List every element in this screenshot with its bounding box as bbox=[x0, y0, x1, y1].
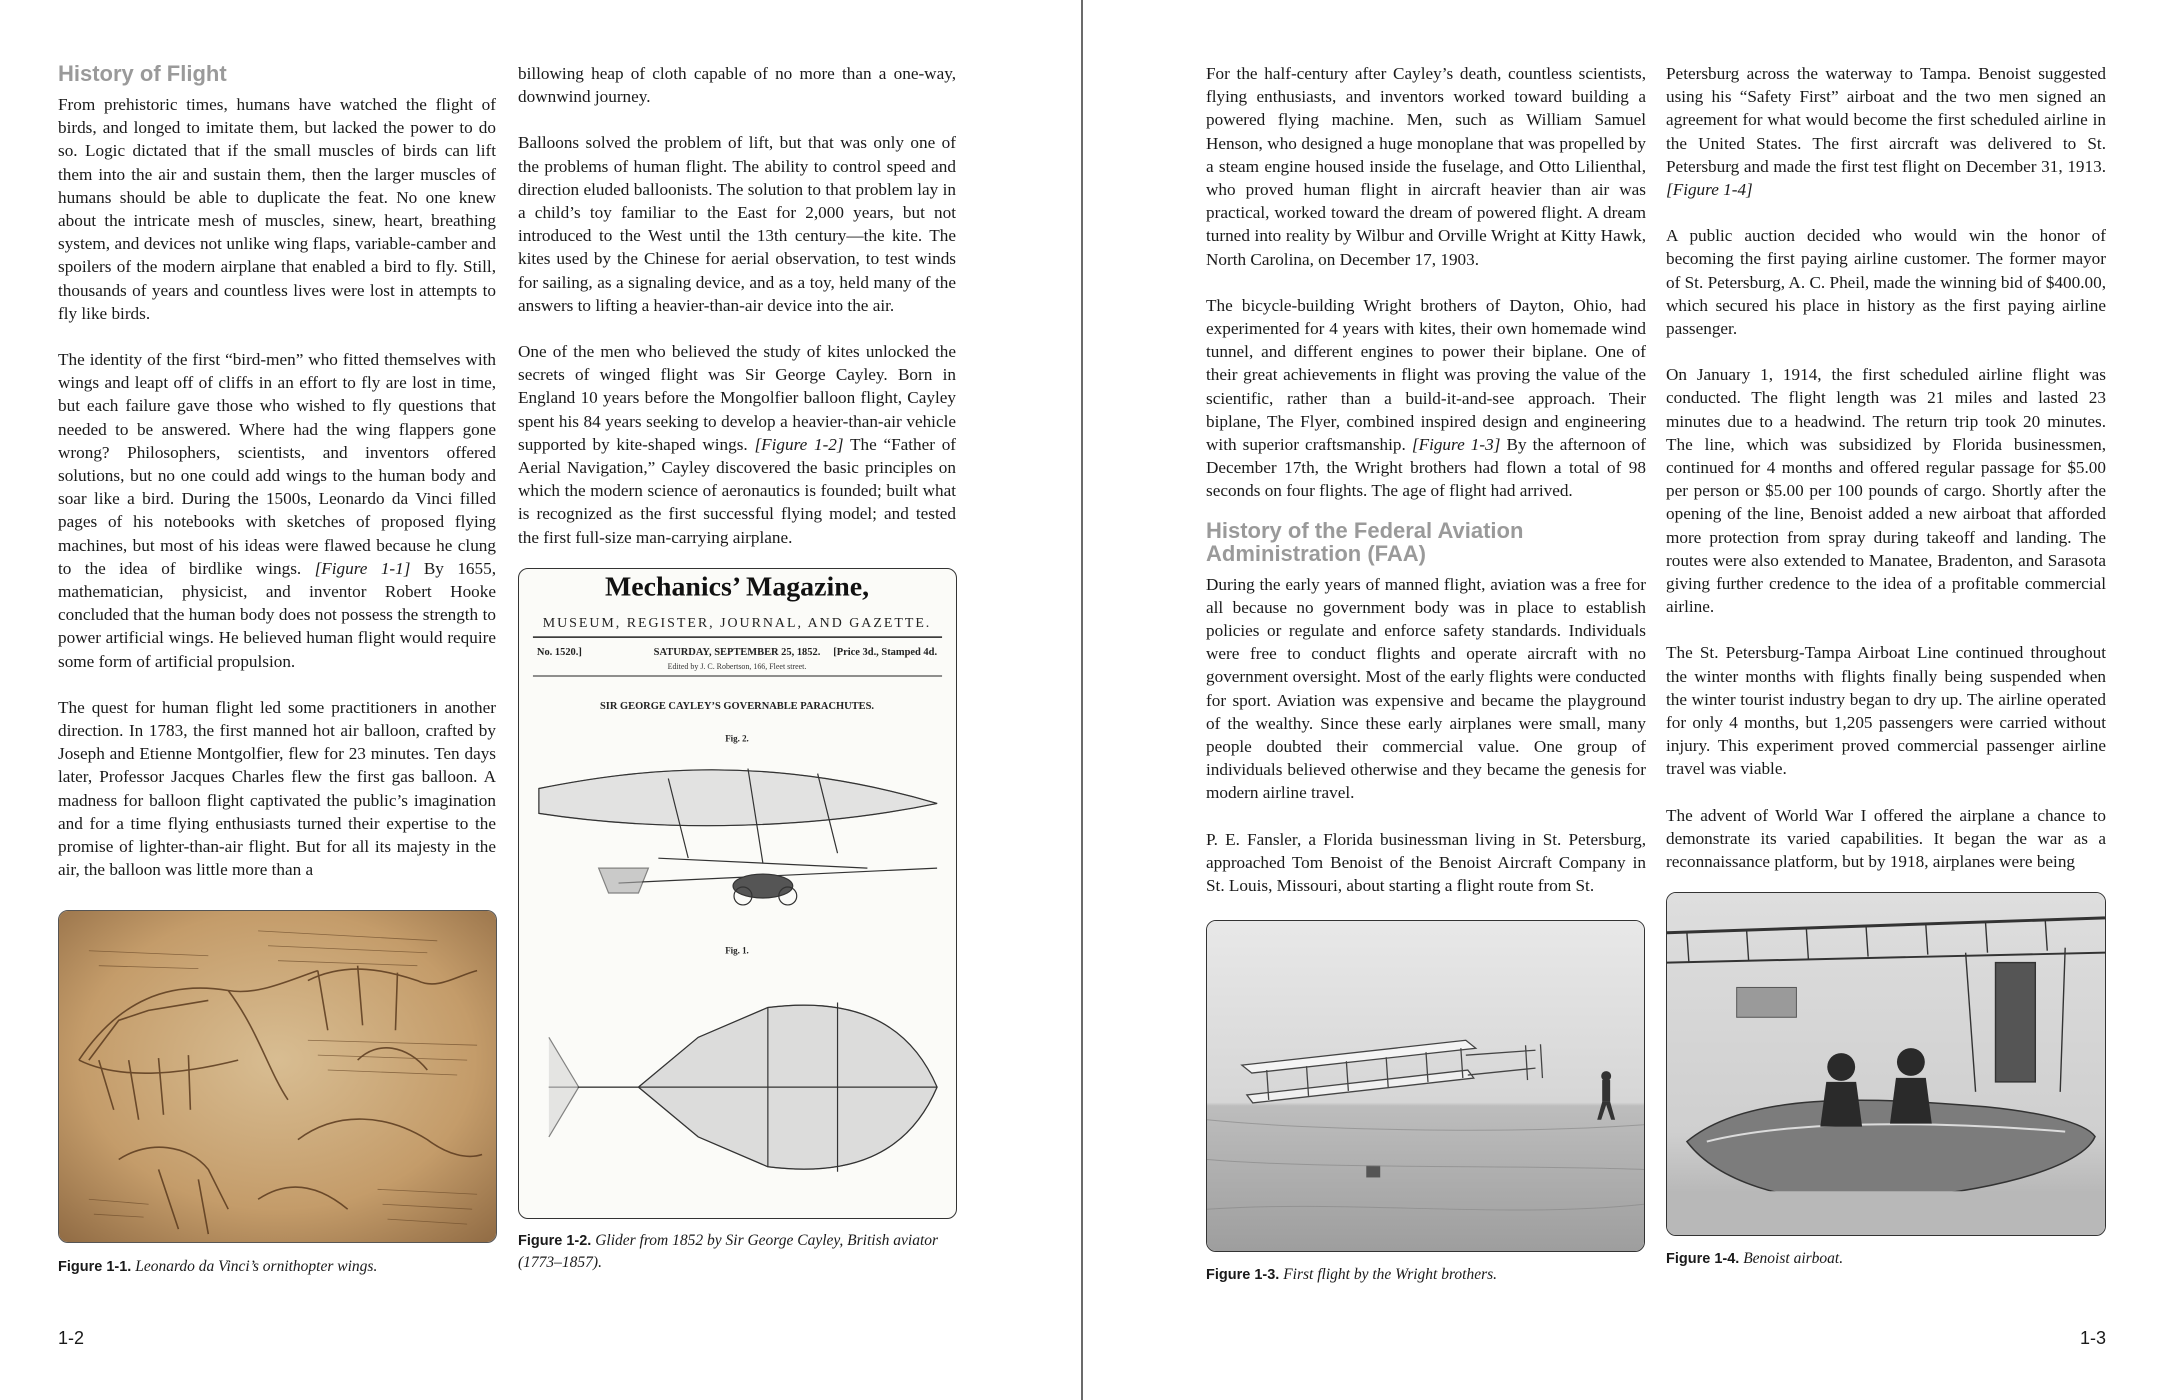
magazine-title: Mechanics’ Magazine, bbox=[604, 571, 870, 603]
left-page-column-1 bbox=[58, 62, 496, 905]
article-heading: SIR GEORGE CAYLEY’S GOVERNABLE PARACHUTES. bbox=[599, 700, 875, 712]
paragraph: One of the men who believed the study of kites unlocked the secrets of winged flight was Sir George Cayley. Born in England 10 years before the Mongolfier balloon flight, Cayley spent his 84 years seeking to develop a heavier-than-air vehicle supported by kite-shaped wings. [Figure 1-2] The “Father of Aerial Navigation,” Cayley discovered the basic principles on which the modern science of aeronautics is founded; built what is recognized as the first successful flying model; and tested the first full-size man-carrying airplane. bbox=[518, 342, 957, 547]
right-page-column-1 bbox=[1206, 62, 1646, 920]
section-heading-faa: History of the Federal Aviation Administration (FAA) bbox=[1206, 517, 1524, 566]
paragraph: The advent of World War I offered the airplane a chance to demonstrate its varied capabilities. It began the war as a reconnaissance platform, but by 1918, airplanes were being bbox=[1666, 805, 2106, 872]
figure-1-2-caption: Figure 1-2. Glider from 1852 by Sir George Cayley, British aviator (1773–1857). bbox=[518, 1232, 939, 1271]
magazine-subtitle: MUSEUM, REGISTER, JOURNAL, AND GAZETTE. bbox=[542, 616, 932, 632]
paragraph: The identity of the first “bird-men” who fitted themselves with wings and leapt off of cliffs in an effort to fly are lost in time, but each failure gave those who wished to fly questions that needed to be answered. Where had the wing flappers gone wrong? Philosophers, scientists, and inventors offered solutions, but no one could add wings to the human body and soar like a bird. During the 1500s, Leonardo da Vinci filled pages of his notebooks with sketches of proposed flying machines, but most of his ideas were flawed because he clung to the idea of birdlike wings. [Figure 1-1] By 1655, mathematician, physicist, and inventor Robert Hooke concluded that the human body does not possess the strength to power artificial wings. He believed human flight would require some form of artificial propulsion. bbox=[58, 350, 496, 671]
paragraph: P. E. Fansler, a Florida businessman living in St. Petersburg, approached Tom Benoist of the Benoist Aircraft Company in St. Louis, Missouri, about starting a flight route from St. bbox=[1206, 829, 1646, 896]
paragraph: During the early years of manned flight, aviation was a free for all because no government body was in place to establish policies or regulate and enforce safety standards. Individuals were free to conduct flights and operate aircraft with no government oversight. Most of the early flights were conducted for sport. Aviation was expensive and became the playground of the wealthy. Since these early airplanes were small, many people doubted their commercial value. One group of individuals believed otherwise and they became the genesis for modern airline travel. bbox=[1206, 574, 1646, 803]
paragraph: The quest for human flight led some practitioners in another direction. In 1783, the first manned hot air balloon, crafted by Joseph and Etienne Montgolfier, flew for 23 minutes. Ten days later, Professor Jacques Charles flew the first gas balloon. A madness for balloon flight captivated the public’s imagination and for a time flying enthusiasts turned their expertise to the promise of lighter-than-air flight. But for all its majesty in the air, the balloon was little more than a bbox=[58, 697, 496, 880]
paragraph: billowing heap of cloth capable of no more than a one-way, downwind journey. bbox=[518, 64, 956, 107]
page-number-right: 1-3 bbox=[2080, 1328, 2107, 1348]
issue-editor: Edited by J. C. Robertson, 166, Fleet street. bbox=[667, 662, 807, 672]
paragraph: The bicycle-building Wright brothers of Dayton, Ohio, had experimented for 4 years with kites, their own homemade wind tunnel, and different engines to power their biplane. One of their great achievements in flight was proving the value of the scientific, rather than a build-it-and-see approach. Their biplane, The Flyer, combined inspired design and engineering with superior craftsmanship. [Figure 1-3] By the afternoon of December 17th, the Wright brothers had flown a total of 98 seconds on four flights. The age of flight had arrived. bbox=[1206, 295, 1647, 501]
figure-1-1-caption: Figure 1-1. Leonardo da Vinci’s ornithopter wings. bbox=[58, 1258, 378, 1275]
paragraph: On January 1, 1914, the first scheduled airline flight was conducted. The flight length was 21 miles and lasted 23 minutes due to a headwind. The return trip took 20 minutes. The line, which was subsidized by Florida businessmen, continued for 4 months and offered regular passage for $5.00 per person or $5.00 per 100 pounds of cargo. Shortly after the opening of the line, Benoist added a new airboat that afforded more protection from spray during takeoff and landing. The routes were also extended to Manatee, Bradenton, and Sarasota giving further credence to the idea of a profitable commercial airline. bbox=[1666, 365, 2106, 617]
photo-image bbox=[1207, 921, 1644, 1251]
photo-image bbox=[1667, 893, 2105, 1235]
figure-reference[interactable]: [Figure 1-1] bbox=[314, 558, 411, 578]
paragraph: The St. Petersburg-Tampa Airboat Line continued throughout the winter months with flights finally being suspended when the winter tourist industry began to dry up. The airline operated for only 4 months, but 1,205 passengers were carried without injury. This experiment proved commercial passenger airline travel was viable. bbox=[1666, 643, 2106, 779]
figure-1-3-wright-flight bbox=[1206, 920, 1645, 1252]
fig-1-label: Fig. 1. bbox=[725, 945, 749, 956]
page-gutter-divider bbox=[1081, 0, 1083, 1400]
paragraph: From prehistoric times, humans have watched the flight of birds, and longed to imitate them, but lacked the power to do so. Logic dictated that if the small muscles of birds can lift them into the air and sustain them, then the larger muscles of humans should be able to duplicate the feat. No one knew about the intricate mesh of muscles, sinew, heart, breathing system, and devices not unlike wing flaps, variable-camber and spoilers of the modern airplane that enabled a bird to fly. Still, thousands of years and countless lives were lost in attempts to fly like birds. bbox=[58, 95, 496, 323]
figure-1-1-davinci-sketch bbox=[58, 910, 497, 1243]
figure-reference[interactable]: [Figure 1-3] bbox=[1411, 435, 1501, 455]
paragraph: For the half-century after Cayley’s death, countless scientists, flying enthusiasts, and inventors worked toward building a powered flying machine. Men, such as William Samuel Henson, who designed a huge monoplane that was propelled by a steam engine housed inside the fuselage, and Otto Lilienthal, who proved human flight in aircraft heavier than air was practical, worked toward the dream of powered flight. A dream turned into reality by Wilbur and Orville Wright at Kitty Hawk, North Carolina, on December 17, 1903. bbox=[1206, 64, 1646, 269]
issue-number: No. 1520.] bbox=[536, 647, 582, 659]
sketch-image bbox=[59, 911, 496, 1242]
figure-1-2-cayley-glider bbox=[518, 568, 957, 1219]
paragraph: Petersburg across the waterway to Tampa. Benoist suggested using his “Safety First” airboat and the two men signed an agreement for what would become the first scheduled airline in the United States. The first aircraft was delivered to St. Petersburg and made the first test flight on December 31, 1913. [Figure 1-4] bbox=[1666, 64, 2106, 200]
section-heading-history-of-flight: History of Flight bbox=[58, 61, 227, 86]
magazine-page-image bbox=[519, 569, 956, 1218]
page-number-left: 1-2 bbox=[58, 1328, 85, 1348]
paragraph: Balloons solved the problem of lift, but that was only one of the problems of human flight. The ability to control speed and direction eluded balloonists. The solution to that problem lay in a child’s toy familiar to the East for 2,000 years, but not introduced to the West until the 13th century—the kite. The kites used by the Chinese for aerial observation, to test winds for sailing, as a signaling device, and as a toy, held many of the answers to lifting a heavier-than-air device into the air. bbox=[518, 133, 956, 315]
figure-1-4-benoist-airboat bbox=[1666, 892, 2106, 1236]
fig-2-label: Fig. 2. bbox=[725, 733, 749, 744]
issue-price: [Price 3d., Stamped 4d. bbox=[833, 647, 938, 659]
figure-reference[interactable]: [Figure 1-4] bbox=[1666, 180, 1753, 200]
paragraph: A public auction decided who would win the honor of becoming the first paying airline customer. The former mayor of St. Petersburg, A. C. Pheil, made the winning bid of $400.00, which secured his place in history as the first paying airline passenger. bbox=[1666, 226, 2106, 339]
figure-reference[interactable]: [Figure 1-2] bbox=[754, 434, 844, 454]
figure-1-3-caption: Figure 1-3. First flight by the Wright brothers. bbox=[1206, 1266, 1498, 1283]
left-page-column-2 bbox=[518, 62, 956, 572]
issue-date: SATURDAY, SEPTEMBER 25, 1852. bbox=[653, 647, 821, 659]
figure-1-4-caption: Figure 1-4. Benoist airboat. bbox=[1666, 1250, 1844, 1267]
right-page-column-2 bbox=[1666, 62, 2106, 896]
